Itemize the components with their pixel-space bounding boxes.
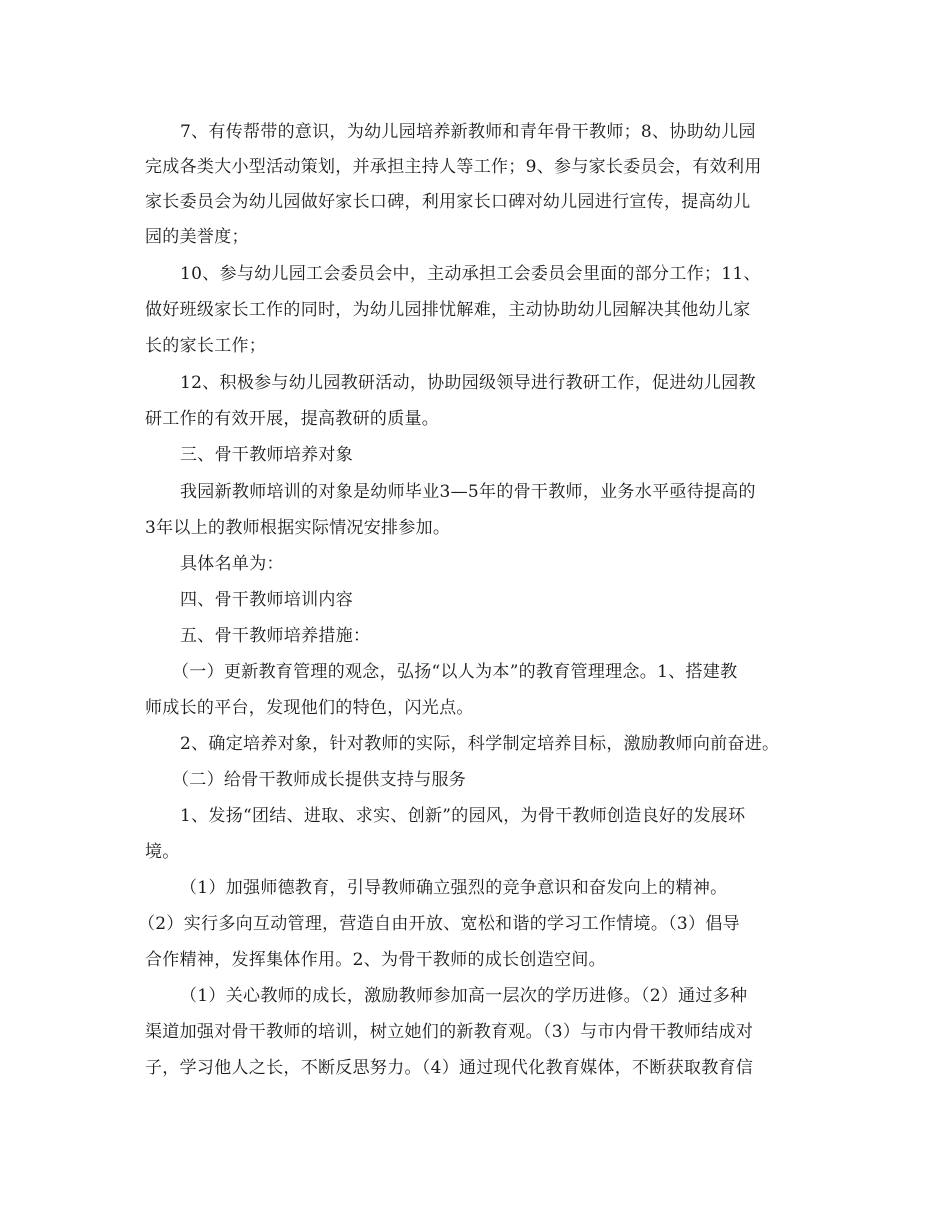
section-heading: 三、骨干教师培养对象 — [180, 445, 353, 465]
text-line: 我园新教师培训的对象是幼师毕业3—5年的骨干教师，业务水平亟待提高的 — [180, 482, 756, 502]
text-line: 10、参与幼儿园工会委员会中，主动承担工会委员会里面的部分工作；11、 — [180, 264, 761, 284]
text-line: 合作精神，发挥集体作用。2、为骨干教师的成长创造空间。 — [145, 950, 606, 970]
text-line: （1）关心教师的成长，激励教师参加高一层次的学历进修。（2）通过多种 — [180, 986, 748, 1006]
text-line: 渠道加强对骨干教师的培训，树立她们的新教育观。（3）与市内骨干教师结成对 — [145, 1022, 754, 1042]
text-line: 长的家长工作； — [145, 336, 267, 356]
text-line: 12、积极参与幼儿园教研活动，协助园级领导进行教研工作，促进幼儿园教 — [180, 373, 756, 393]
text-line: 2、确定培养对象，针对教师的实际，科学制定培养目标，激励教师向前奋进。 — [180, 734, 780, 754]
text-line: 1、发扬“团结、进取、求实、创新”的园风，为骨干教师创造良好的发展环 — [180, 806, 746, 826]
text-line: 完成各类大小型活动策划，并承担主持人等工作；9、参与家长委员会，有效利用 — [145, 157, 762, 177]
section-heading: 五、骨干教师培养措施： — [180, 626, 371, 646]
text-line: 做好班级家长工作的同时，为幼儿园排忧解难，主动协助幼儿园解决其他幼儿家 — [145, 300, 751, 320]
subsection-heading: （二）给骨干教师成长提供支持与服务 — [172, 770, 467, 790]
text-line: 7、有传帮带的意识，为幼儿园培养新教师和青年骨干教师；8、协助幼儿园 — [180, 122, 756, 142]
text-line: 园的美誉度； — [145, 227, 249, 247]
text-line: 具体名单为： — [180, 554, 284, 574]
text-line: 境。 — [145, 842, 180, 862]
text-line: （1）加强师德教育，引导教师确立强烈的竞争意识和奋发向上的精神。 — [180, 878, 728, 898]
text-line: 子，学习他人之长，不断反思努力。（4）通过现代化教育媒体，不断获取教育信 — [145, 1058, 754, 1078]
text-line: （一）更新教育管理的观念，弘扬“以人为本”的教育管理理念。1、搭建教 — [172, 662, 738, 682]
text-line: 师成长的平台，发现他们的特色，闪光点。 — [145, 698, 474, 718]
section-heading: 四、骨干教师培训内容 — [180, 590, 353, 610]
text-line: 3年以上的教师根据实际情况安排参加。 — [145, 518, 451, 538]
text-line: 家长委员会为幼儿园做好家长口碑，利用家长口碑对幼儿园进行宣传，提高幼儿 — [145, 192, 751, 212]
text-line: 研工作的有效开展，提高教研的质量。 — [145, 409, 440, 429]
text-line: （2）实行多向互动管理，营造自由开放、宽松和谐的学习工作情境。（3）倡导 — [138, 914, 740, 934]
